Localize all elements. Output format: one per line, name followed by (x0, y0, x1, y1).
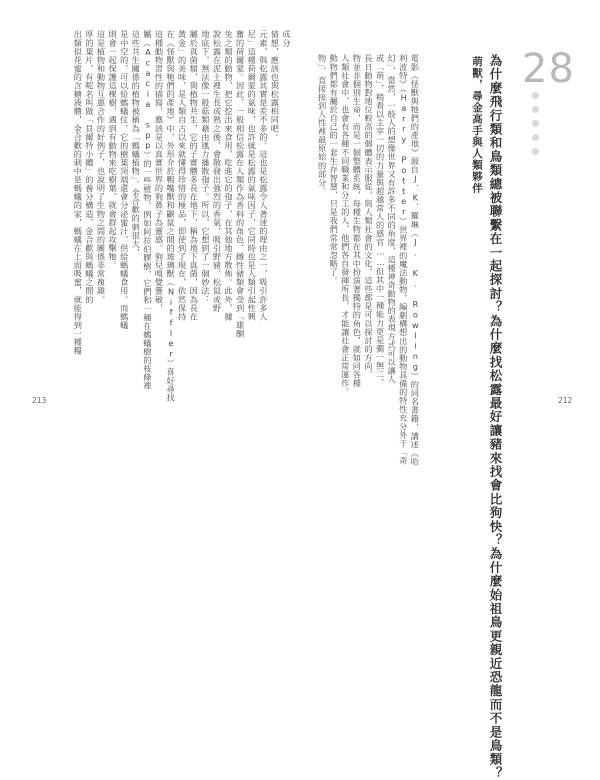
left-body-text-line: 出類似花蜜的含糖液體，金合歡的刺中是螞蟻的家，螞蟻在上面吸蜜，就能得到一種糧 (73, 30, 84, 355)
right-body-text-line: 電影《怪獸與牠們的產地》源自J．K．羅琳（J. K. Rowling）的同名書籍，講述《哈 (410, 54, 421, 466)
left-page (0, 0, 300, 425)
right-body-text-line: 幻」，當然，一般人的想像世界又有許多不同的角度，這種神奇動物的表現方式可以讓人 (387, 54, 398, 384)
right-body-text-line: 動物們都有屬於自己的一套生存智慧，只是我們常常忽略了。 (329, 54, 340, 285)
left-body-text-line: 這些共生關係的植物被稱為「螞蟻植物」。金合歡的刺很大， (131, 30, 142, 257)
right-body-text-line: 物」，直接接到人性裡最原始的部分。 (317, 54, 328, 196)
right-page-body-text (316, 54, 421, 466)
right-page-number: 212 (558, 396, 573, 405)
left-body-text-line: 這種動物習性的描寫，應該是以真實世界的狗鼻子為靈感。狗兒嗅覺靈敏， (154, 30, 165, 313)
left-body-text-line: 尼」這種荷爾蒙的氣味，也許就是松露的氣味因子，它同時也是人類引起性興 (247, 30, 258, 321)
decoration-dot (532, 92, 539, 99)
left-body-text-line: 在《怪獸與牠們的產地》中，外形介於鴨嘴獸和鼴鼠之間的玻璃獸（Niffler）喜好尋找 (166, 30, 177, 402)
decoration-dot (532, 106, 539, 113)
left-body-text-line: 猜想，應該也與松露相同吧。 (270, 30, 281, 142)
decoration-dot (532, 134, 539, 141)
left-body-text-line: 是中空的，可以給螞蟻住，它的樹葉頂端還會分泌蜜汁，供給螞蟻食用。而螞蟻 (119, 30, 130, 330)
left-body-text-line: 則會一起保護這棵樹，遇到有動物來吃樹葉，就會群起攻擊牠。 (108, 30, 119, 270)
right-body-text-line: 利波特》（Harry Potter）世界裡的魔法動物，編劇構想出的動物具備的特性充分外于「奇 (398, 54, 409, 465)
chapter-number: 28 (522, 46, 575, 92)
left-body-text-line: 奮的荷爾蒙。因此，一般相信松露在人類作為香料的角色，雌性豬類會受到「雄酮 (235, 30, 246, 338)
left-body-text-line: 厚的葉片，有呢名叫做「貝爾特小體」的養分構造，金合歡與螞蟻之間的 (84, 30, 95, 304)
left-body-text-line: 成分 (282, 30, 292, 48)
chapter-question-title: 為什麼飛行類和鳥類總被聯繫在一起探討？為什麼找松露最好讓豬來找會比狗快？為什麼始祖鳥更親近恐龍而不是鳥類？ (488, 54, 503, 780)
right-body-text-line: 或「萌」，稍看以主宰一切的力量與超越常人的感官……但其中一種能力更是獨一無二， (375, 54, 386, 387)
right-page (300, 0, 600, 780)
left-page-number: 213 (32, 396, 47, 405)
left-body-text-line: 兔之類的動物，把它挖出來食用，吃進它的孢子，在其他地方散佈。此外，據 (224, 30, 235, 321)
right-body-text-line: 人類社會中，也會有各種不同職業和分工的人，他們各自發揮所長，才能讓社會正常運作。 (340, 54, 351, 396)
left-body-text-line: 這是植物和動物互惠合作的好例子，也說明了生物之間的關係非常複雜。 (96, 30, 107, 304)
left-page-body-text (72, 30, 292, 402)
decoration-dot (532, 120, 539, 127)
left-body-text-line: 說松露在泥土裡生長成熟之後，會散發出強烈的香氣，吸引野豬、松鼠或野 (212, 30, 223, 313)
left-body-text-line: 屬（Acacia spp）的一些植物，例如阿拉伯膠樹，它們和一種在螞蟻樹的枝條裡 (142, 30, 153, 390)
left-body-text-line: 黃金」的美味，是人類自古以來就懂得珍惜的極品，即使到了現在，依然保持 (177, 30, 188, 321)
chapter-decoration-dots (532, 92, 539, 162)
left-body-text-line: 地底下，無法像一般菇類藉由風力播散孢子。所以，它想到了一個妙法： (200, 30, 211, 304)
left-body-text-line: 屬於真菌類，與植物共生，它的子實體多長在地下，稱為地下真菌，因為長在 (189, 30, 200, 321)
left-body-text-line: 元素，與松露其實是差不多的。這也是松露令人著迷的理由之一，吸引許多人 (258, 30, 269, 321)
right-body-text-line: 長日動物對地位較高的個體表示服從，與人類社會的文化，這些都是可以探討的方向， (363, 54, 374, 379)
right-body-text-line: 物並非個別生命，而是一個整體系統，每種生物都在其中扮演著獨特的角色，就如同各種 (352, 54, 363, 388)
decoration-dot (532, 148, 539, 155)
chapter-subheading: 萌獸，尋金高手與人類夥伴 (471, 56, 483, 194)
